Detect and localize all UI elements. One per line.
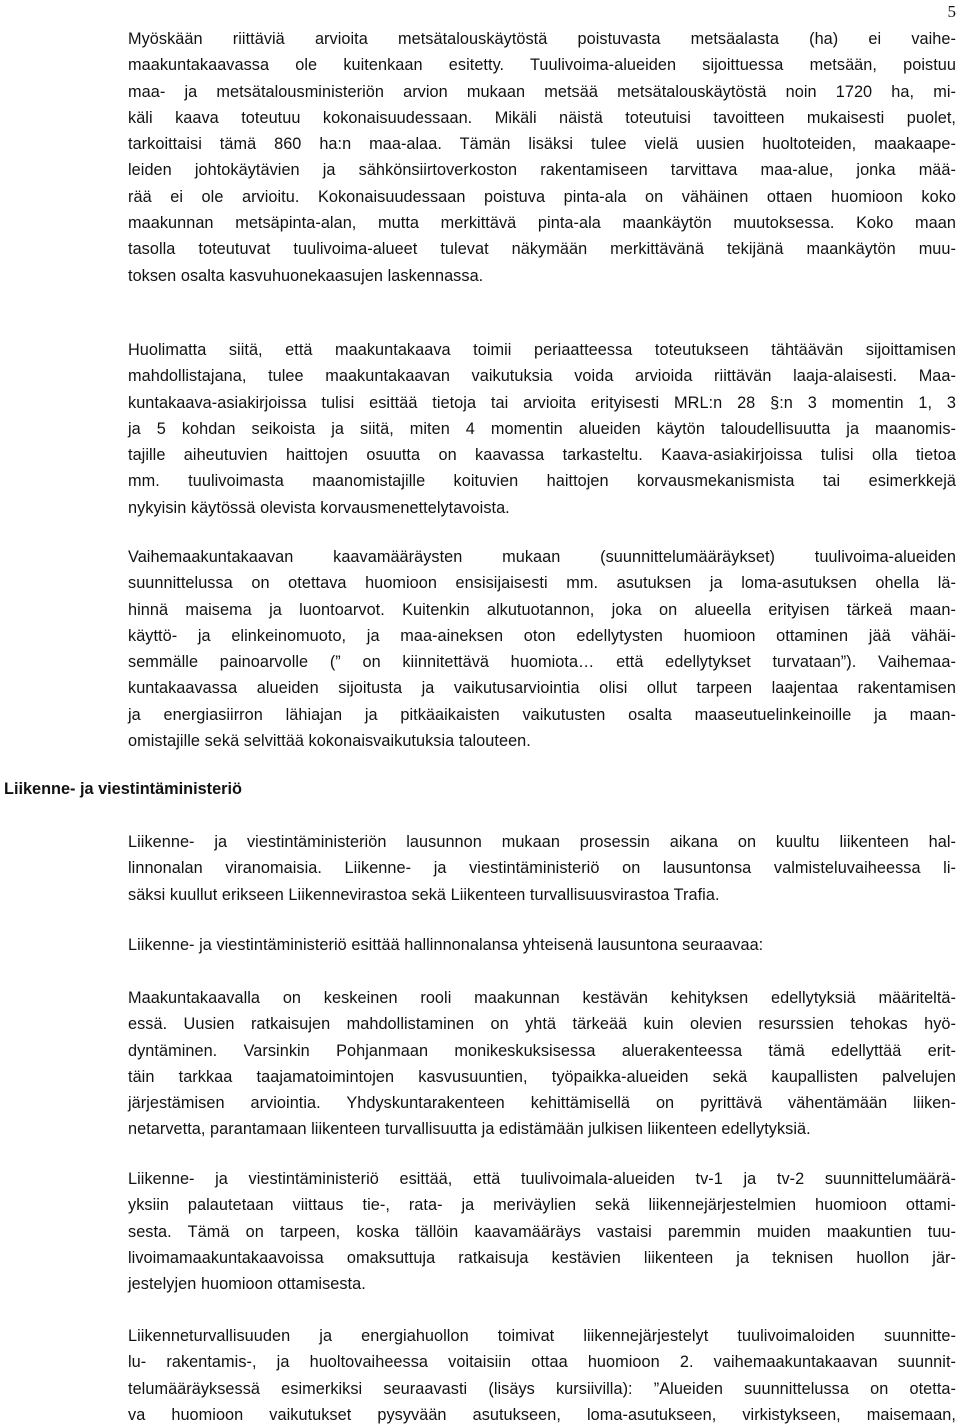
paragraph-planning-regulations [128,544,956,754]
text-line: tarkoittaisi tämä 860 ha:n maa-alaa. Tämän lisäksi tulee vielä uusien huoltoteiden, maakaape- [128,135,956,154]
text-line: ja energiasiirron lähiajan ja pitkäaikaisten vaikutusten osalta maaseutuelinkeinoille ja maan- [128,705,956,724]
text-line: nykyisin käytössä olevista korvausmenettelytavoista. [128,498,510,517]
text-line: suunnittelussa on otettava huomioon ensisijaisesti mm. asutuksen ja loma-asutuksen ohella lä- [128,574,956,593]
text-line: va huomioon vaikutukset pysyvään asutukseen, loma-asutukseen, virkistykseen, maisemaan, [128,1405,956,1424]
text-line: Liikenne- ja viestintäministeriö esittää hallinnonalansa yhteisenä lausuntona seuraavaa: [128,936,764,954]
text-line: maakunnan metsäpinta-alan, mutta merkittävä pinta-ala maankäytön muutoksessa. Koko maan [128,214,956,233]
text-line: mm. tuulivoimasta maanomistajille koituvien haittojen korvausmekanismista tai esimerkkejä [128,472,956,491]
text-line: livoimamaakuntakaavoissa omaksuttuja ratkaisuja kestävien liikenteen ja teknisen huollon jär- [128,1248,956,1267]
text-line: Myöskään riittäviä arvioita metsätalouskäytöstä poistuvasta metsäalasta (ha) ei vaihe- [128,30,956,48]
paragraph-regional-plan-role [128,985,956,1143]
text-line: säksi kuullut erikseen Liikennevirastoa sekä Liikenteen turvallisuusvirastoa Trafia. [128,885,720,904]
text-line: hinnä maisema ja luontoarvot. Kuitenkin alkutuotannon, joka on alueella erityisen tärkeä maan- [128,600,956,619]
text-line: Liikenne- ja viestintäministeriön lausunnon mukaan prosessin aikana on kuultu liikenteen hal- [128,833,956,851]
text-line: toksen osalta kasvuhuonekaasujen laskennassa. [128,266,484,285]
text-line: Vaihemaakuntakaavan kaavamääräysten mukaan (suunnittelumääräykset) tuulivoima-alueiden [128,548,956,566]
paragraph-tv-areas [128,1166,956,1297]
text-line: maa- ja metsätalousministeriön arvion mukaan metsää metsätalouskäytöstä noin 1720 ha, mi- [128,82,956,101]
text-line: lu- rakentamis-, ja huoltovaiheessa voitaisiin ottaa huomioon 2. vaihemaakuntakaavan suunnit- [128,1353,956,1372]
text-line: leiden johtokäytävien ja sähkönsiirtoverkoston rakentamiseen tarvittava maa-alue, jonka mää- [128,161,956,180]
text-line: Liikenne- ja viestintäministeriö esittää, että tuulivoimala-alueiden tv-1 ja tv-2 suunnittelumäärä- [128,1170,956,1188]
text-line: täin tarkkaa taajamatoimintojen kasvusuuntien, työpaikka-alueiden sekä kaupallisten palvelujen [128,1067,956,1086]
text-line: yksiin palautetaan viittaus tie-, rata- ja meriväylien sekä liikennejärjestelmien huomioon ottami- [128,1196,956,1215]
text-line: ja 5 kohdan seikoista ja siitä, miten 4 momentin alueiden käytön taloudellisuutta ja maanomis- [128,419,956,438]
text-line: semmälle painoarvolle (” on kiinnitettävä huomiota… että edellytykset turvataan”). Vaihemaa- [128,653,956,672]
text-line: jestelyjen huomioon ottamisesta. [128,1275,366,1294]
text-line: mahdollistajana, tulee maakuntakaavan vaikutuksia voida arvioida riittävän laaja-alaisesti. Maa- [128,367,956,386]
text-line: sesta. Tämä on tarpeen, koska tällöin kaavamääräys vastaisi paremmin muiden maakuntien tuu- [128,1222,956,1241]
text-line: omistajille sekä selvittää kokonaisvaikutuksia talouteen. [128,732,531,751]
text-line: Maakuntakaavalla on keskeinen rooli maakunnan kestävän kehityksen edellytyksiä määriteltä- [128,989,956,1007]
text-line: telumääräyksessä esimerkiksi seuraavasti (lisäys kursiivilla): ”Alueiden suunnittelussa on otetta- [128,1379,956,1398]
text-line: Liikenneturvallisuuden ja energiahuollon toimivat liikennejärjestelyt tuulivoimaloiden suunnitte- [128,1327,956,1345]
text-line: järjestämisen arviointia. Yhdyskuntarakenteen kehittämisellä on pyrittävä vähentämään liiken- [128,1094,956,1113]
text-line: essä. Uusien ratkaisujen mahdollistaminen on yhtä tärkeää kuin olevien resurssien tehokas hyö- [128,1015,956,1034]
text-line: rää ei ole arvioitu. Kokonaisuudessaan poistuva pinta-ala on vähäinen ottaen huomioon koko [128,187,956,206]
text-line: tasolla toteutuvat tuulivoima-alueet tulevat näkymään merkittävänä tekijänä maankäytön muu- [128,240,956,259]
paragraph-forestry [128,26,956,289]
paragraph-traffic-safety [128,1323,956,1428]
text-line: Huolimatta siitä, että maakuntakaava toimii periaatteessa toteutukseen tähtäävän sijoittamisen [128,341,956,359]
paragraph-ministry-presents [128,932,956,958]
paragraph-landowner-impacts [128,337,956,521]
page-number: 5 [947,2,956,21]
section-heading-ministry: Liikenne- ja viestintäministeriö [4,780,242,798]
text-line: dyntäminen. Varsinkin Pohjanmaan monikeskuksisessa aluerakenteessa tämä edellyttää erit- [128,1041,956,1060]
text-line: käyttö- ja elinkeinomuoto, ja maa-aineksen oton edellytysten huomioon ottaminen jää vähäi- [128,626,956,645]
text-line: maakuntakaavassa ole kuitenkaan esitetty. Tuulivoima-alueiden sijoittuessa metsään, poistuu [128,56,956,75]
text-line: kuntakaavassa alueiden sijoitusta ja vaikutusarviointia olisi ollut tarpeen laajentaa rakentamisen [128,679,956,698]
text-line: linnonalan viranomaisia. Liikenne- ja viestintäministeriö on lausuntonsa valmisteluvaiheessa li- [128,859,956,878]
text-line: tajille aiheutuvien haittojen osuutta on kaavassa tarkasteltu. Kaava-asiakirjoissa tulisi olla tietoa [128,446,956,465]
text-line: käli kaava toteutuu kokonaisuudessaan. Mikäli näistä toteutuisi tavoitteen mukaisesti puolet, [128,108,956,127]
text-line: kuntakaava-asiakirjoissa tulisi esittää tietoja tai arvioita erityisesti MRL:n 28 §:n 3 momentin 1, 3 [128,393,956,412]
paragraph-ministry-statement [128,829,956,908]
text-line: netarvetta, parantamaan liikenteen turvallisuutta ja edistämään julkisen liikenteen edellytyksiä. [128,1120,811,1139]
